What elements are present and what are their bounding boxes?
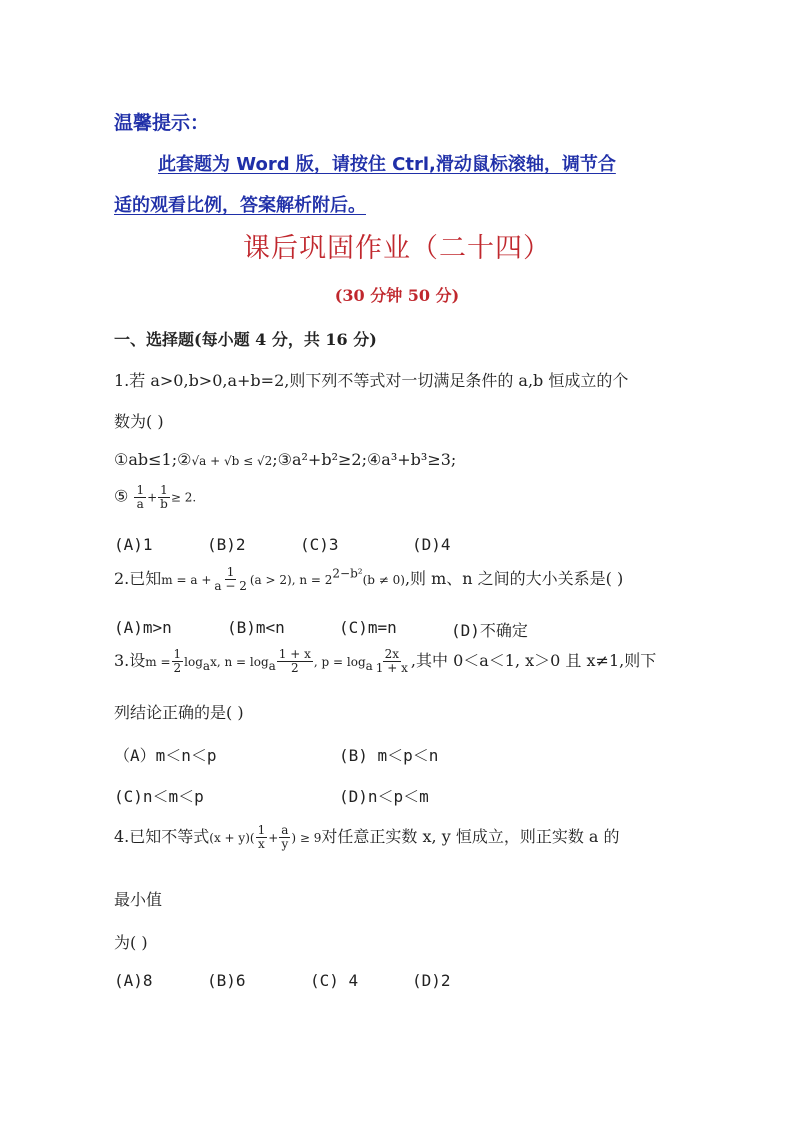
q3-stem-line-2: 列结论正确的是( ) <box>114 703 244 722</box>
q1-opt5-suffix: ≥ 2. <box>170 490 197 505</box>
q3-n-frac-den: 2 <box>291 661 299 675</box>
q1-stem-line-1: 1.若 a>0,b>0,a+b=2,则下列不等式对一切满足条件的 a,b 恒成立的个 <box>114 371 629 390</box>
q3-suffix: ,其中 0＜a＜1, x＞0 且 x≠1,则下 <box>410 651 657 670</box>
q3-n-frac-num: 1 + x <box>278 647 311 662</box>
tip-line-2: 适的观看比例，答案解析附后。 <box>114 195 366 216</box>
q2-frac-den: a − 2 <box>214 579 247 593</box>
q4-frac-1 <box>256 824 268 850</box>
q1-options-line <box>114 450 456 469</box>
q4-choice-d: (D)2 <box>412 971 451 990</box>
q2-m-post: (a > 2), n = 2 <box>249 573 333 587</box>
q3-n-frac <box>277 648 313 674</box>
q1-opt5-frac2-den: b <box>160 496 168 511</box>
q2-exponent: 2−b² <box>332 566 363 581</box>
q4-frac2-den: y <box>281 837 289 851</box>
q3-p-frac-den: 1 + x <box>375 661 408 675</box>
q2-stem <box>114 566 623 593</box>
q3-m-sub: a <box>202 659 211 674</box>
q1-opt-3-4: ;③a²+b²≥2;④a³+b³≥3; <box>272 450 457 469</box>
q3-p-frac-num: 2x <box>384 647 400 662</box>
q1-opt5-frac1-den: a <box>136 496 144 511</box>
q4-frac1-den: x <box>257 837 265 851</box>
q2-frac-num: 1 <box>226 565 235 580</box>
q3-m-frac <box>172 648 184 674</box>
q4-prefix: 4.已知不等式 <box>114 827 210 846</box>
tip-title: 温馨提示： <box>114 112 210 134</box>
q1-opt5-plus: + <box>147 490 158 505</box>
q3-m-frac-num: 1 <box>173 647 182 662</box>
q1-opt5-frac2-num: 1 <box>160 483 168 497</box>
q1-option-5 <box>114 484 196 510</box>
section-heading: 一、选择题(每小题 4 分，共 16 分) <box>114 330 377 349</box>
q2-choice-c: (C)m=n <box>339 618 397 637</box>
q3-choice-a: （A）m＜n＜p <box>114 746 217 765</box>
q3-stem <box>114 648 656 675</box>
q2-m-pre: m = a + <box>161 573 212 587</box>
q3-n-pre: x, n = log <box>210 655 269 669</box>
q4-choice-a: (A)8 <box>114 971 153 990</box>
q3-choice-d: (D)n＜p＜m <box>339 787 429 806</box>
q3-m-frac-den: 2 <box>173 661 182 675</box>
q1-opt5-frac-2 <box>158 484 170 510</box>
q4-choice-c: (C) 4 <box>310 971 359 990</box>
q4-frac2-num: a <box>281 823 289 838</box>
q1-choice-a: (A)1 <box>114 535 153 554</box>
q4-suffix: 对任意正实数 x, y 恒成立，则正实数 a 的 <box>321 827 620 846</box>
q3-choice-b: (B) m＜p＜n <box>339 746 439 765</box>
time-score-note: (30 分钟 50 分) <box>334 286 460 305</box>
q4-stem-line-2: 最小值 <box>114 890 163 909</box>
q4-frac-2 <box>279 824 290 850</box>
q3-choice-c: (C)n＜m＜p <box>114 787 204 806</box>
q2-choice-b: (B)m<n <box>227 618 285 637</box>
q3-n-sub: a <box>268 659 276 674</box>
q2-n-post: (b ≠ 0) <box>362 573 405 587</box>
q2-prefix: 2.已知 <box>114 569 162 588</box>
q1-opt-1-2-label: ①ab≤1;② <box>114 450 192 469</box>
q4-expr-post: ) ≥ 9 <box>291 831 322 845</box>
q3-p-frac <box>374 648 410 674</box>
q1-opt-2-expr: √a + √b ≤ √2 <box>191 454 273 468</box>
q1-opt5-frac1-num: 1 <box>136 483 145 497</box>
tip-line-1: 此套题为 Word 版，请按住 Ctrl,滑动鼠标滚轴，调节合 <box>158 154 616 175</box>
q1-choice-b: (B)2 <box>207 535 246 554</box>
q3-m-log: log <box>184 655 203 669</box>
q1-stem-line-2: 数为( ) <box>114 412 164 431</box>
page-title: 课后巩固作业（二十四） <box>243 233 551 264</box>
q3-p-sub: a <box>365 659 373 674</box>
q3-m-pre: m = <box>145 655 171 669</box>
q1-choice-d: (D)4 <box>412 535 451 554</box>
q1-opt5-prefix: ⑤ <box>114 486 129 506</box>
q2-choice-a: (A)m>n <box>114 618 172 637</box>
q4-stem <box>114 824 620 851</box>
q4-expr-pre: (x + y)( <box>209 831 255 845</box>
q2-frac <box>212 566 248 592</box>
q2-choice-d: (D)不确定 <box>451 621 528 640</box>
q3-p-pre: , p = log <box>313 655 366 669</box>
q4-choice-b: (B)6 <box>207 971 246 990</box>
q4-frac1-num: 1 <box>257 823 266 838</box>
q4-stem-line-3: 为( ) <box>114 933 148 952</box>
q1-opt5-frac-1 <box>134 484 146 510</box>
q3-prefix: 3.设 <box>114 651 146 670</box>
q1-choice-c: (C)3 <box>300 535 339 554</box>
q4-plus: + <box>268 831 279 845</box>
q2-suffix: ,则 m、n 之间的大小关系是( ) <box>404 569 624 588</box>
